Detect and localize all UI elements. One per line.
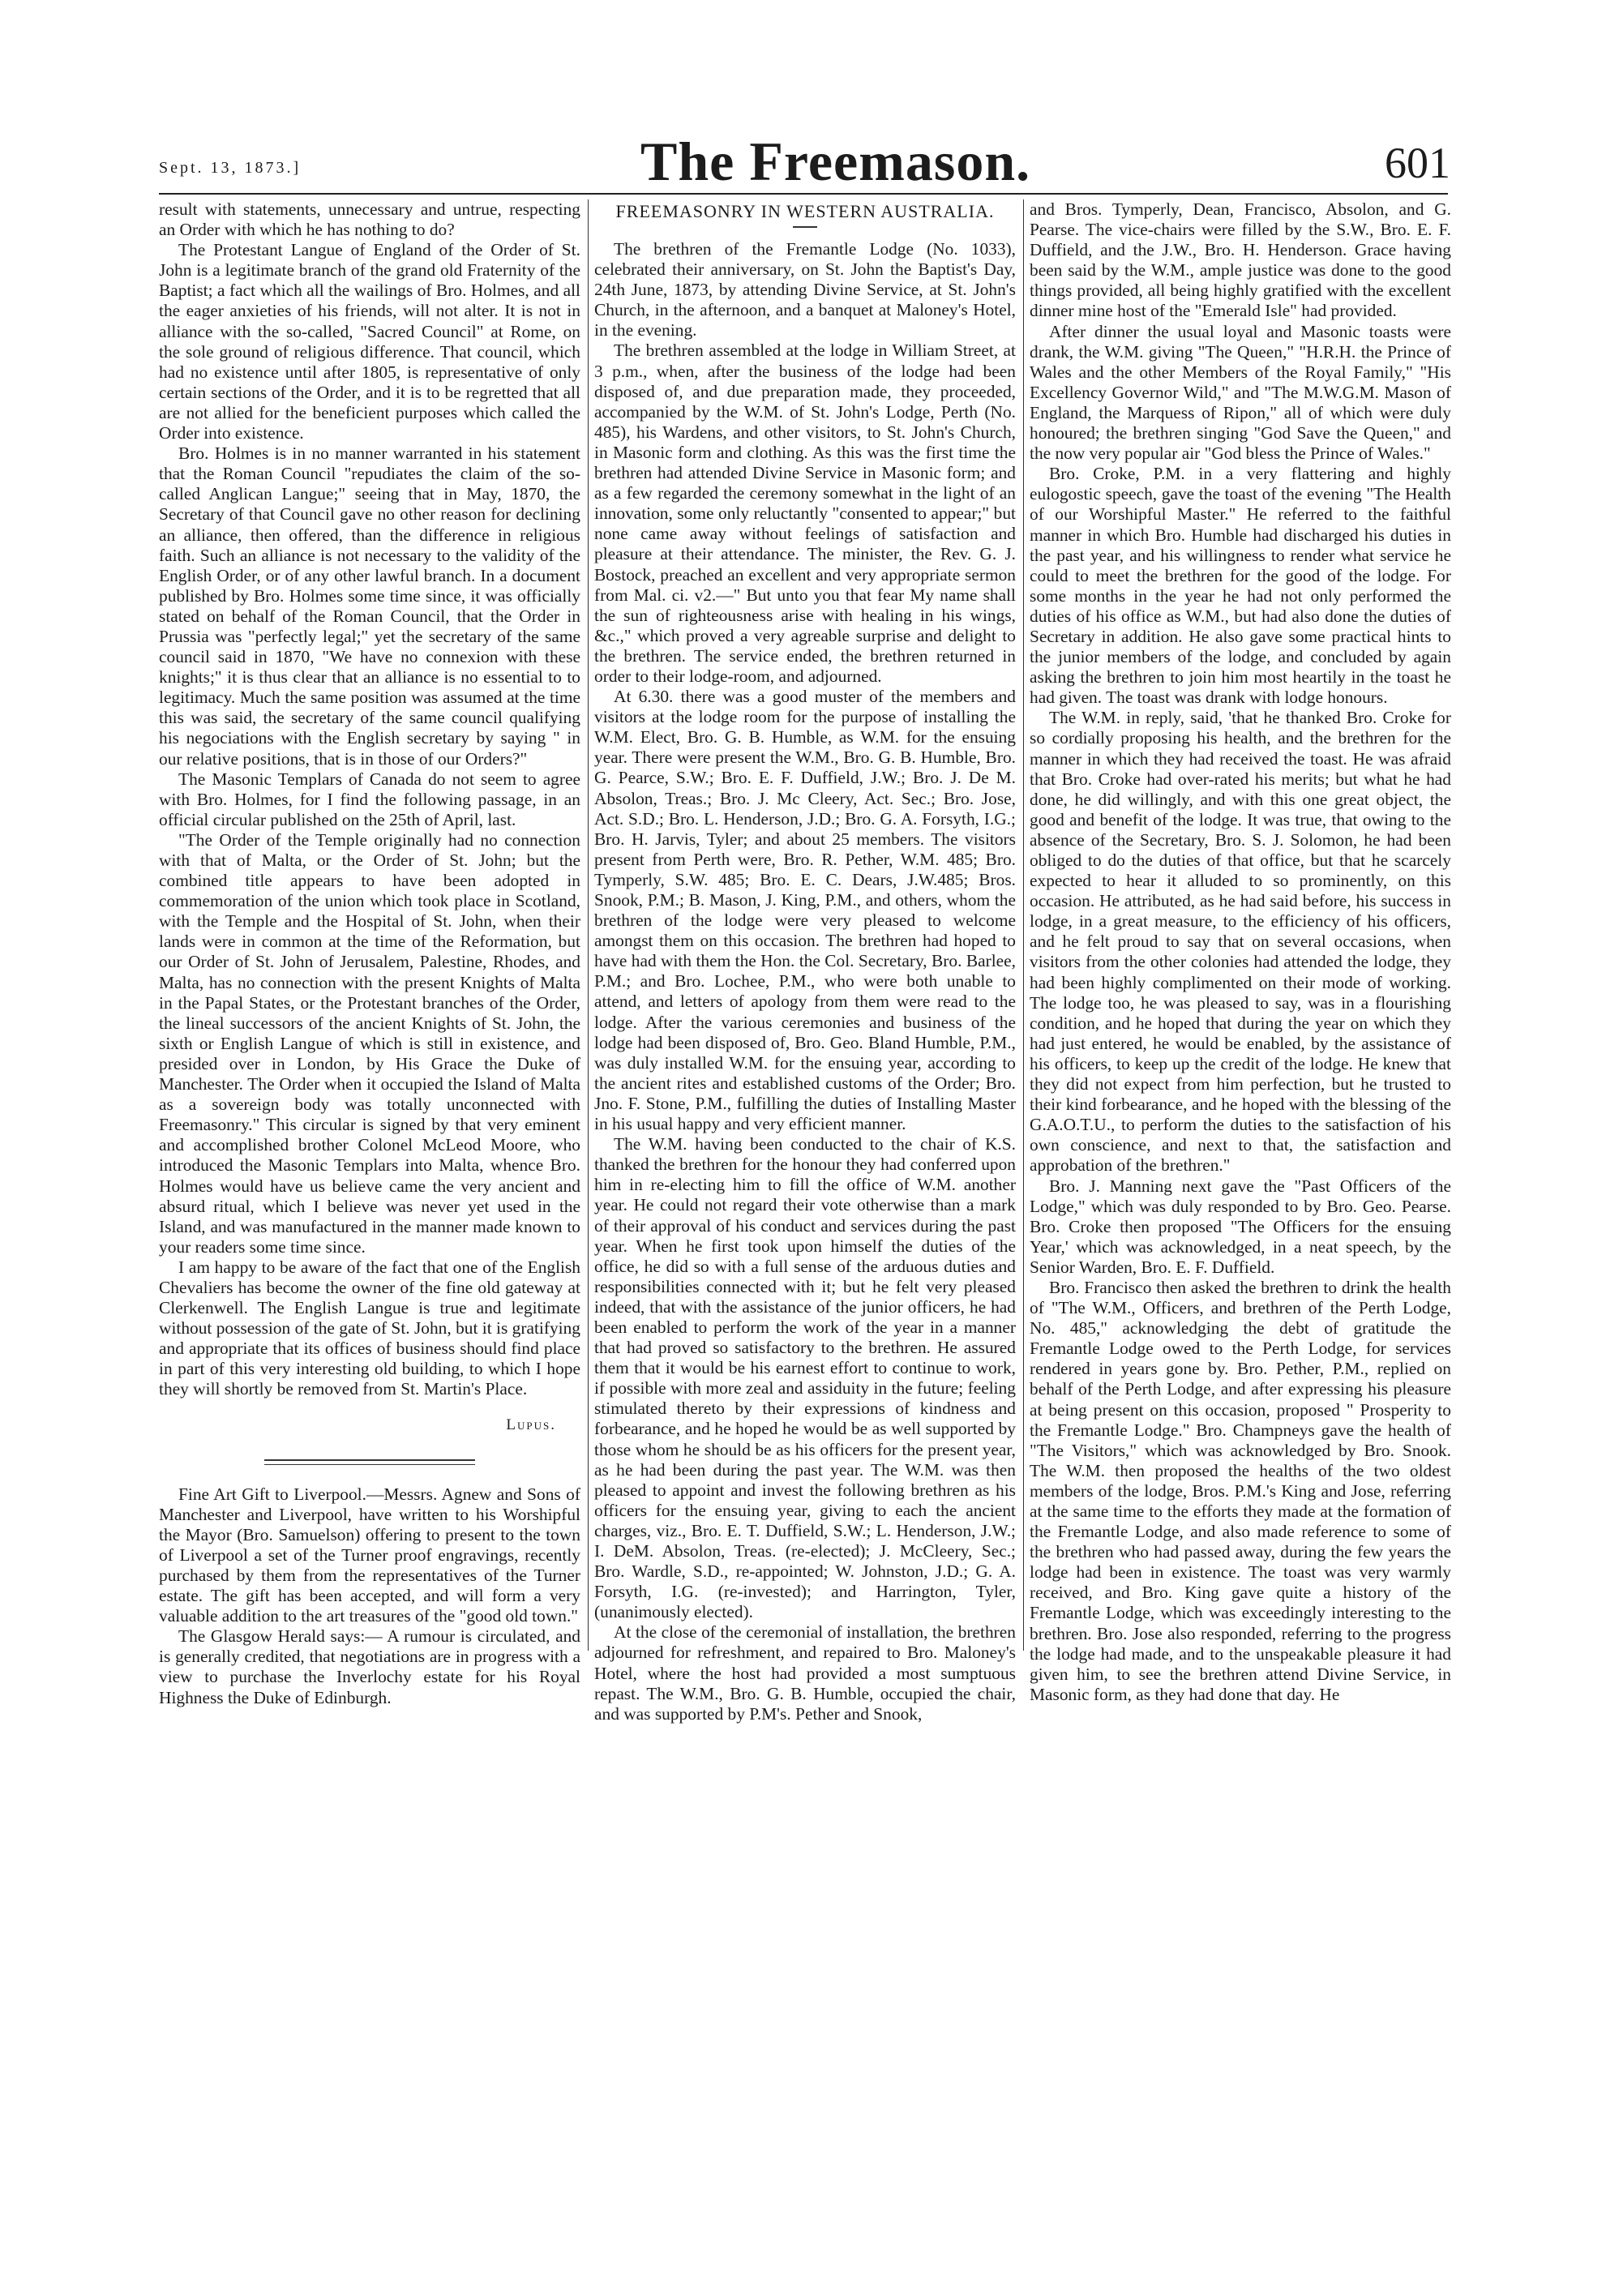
column-2 <box>594 199 1016 1724</box>
paragraph: The Glasgow Herald says:— A rumour is circulated, and is generally credited, that negotiations are in progress with a view to purchase the Inverlochy estate for his Royal Highness the Duke of Edinburgh. <box>159 1626 580 1707</box>
masthead-title: The Freemason. <box>640 131 1031 192</box>
paragraph: "The Order of the Temple originally had no connection with that of Malta, or the Order of St. John; but the combined title appears to have been adopted in commemoration of the union which took place in Scotland, with the Temple and the Hospital of St. John, when their lands were in common at the time of the Reformation, but our Order of St. John of Jerusalem, Palestine, Rhodes, and Malta, has no connection with the present Knights of Malta in the Papal States, or the Protestant branches of the Order, the lineal successors of the ancient Knights of St. John, the sixth or English Langue of which is still in existence, and presided over in London, by His Grace the Duke of Manchester. The Order when it occupied the Island of Malta as a sovereign body was totally unconnected with Freemasonry." This circular is signed by that very eminent and accomplished brother Colonel McLeod Moore, who introduced the Masonic Templars into Malta, whence Bro. Holmes would have us believe came the very ancient and absurd ritual, which I believe was never yet used in the Island, and was manufactured in the manner made known to your readers some time since. <box>159 829 580 1257</box>
column-divider <box>1023 199 1024 1651</box>
paragraph: result with statements, unnecessary and untrue, respecting an Order with which he has nothing to do? <box>159 199 580 240</box>
paragraph: and Bros. Tymperly, Dean, Francisco, Absolon, and G. Pearse. The vice-chairs were filled by the S.W., Bro. E. F. Duffield, and the J.W., Bro. H. Henderson. Grace having been said by the W.M., ample justice was done to the good things provided, all being highly gratified with the excellent dinner mine host of the "Emerald Isle" had provided. <box>1030 199 1451 321</box>
paragraph: Bro. Croke, P.M. in a very flattering and highly eulogostic speech, gave the toast of the evening "The Health of our Worshipful Master." He referred to the faithful manner in which Bro. Humble had discharged his duties in the past year, and his willingness to render what service he could to meet the brethren for the good of the lodge. For some months in the year he had not only performed the duties of his office as W.M., but had also done the duties of Secretary in addition. He also gave some practical hints to the junior members of the lodge, and concluded by again asking the brethren to join him most heartily in the toast he had given. The toast was drank with lodge honours. <box>1030 464 1451 708</box>
paragraph: The Masonic Templars of Canada do not seem to agree with Bro. Holmes, for I find the following passage, in an official circular published on the 25th of April, last. <box>159 769 580 829</box>
paragraph: Bro. Francisco then asked the brethren to drink the health of "The W.M., Officers, and brethren of the Perth Lodge, No. 485," acknowledging the debt of gratitude the Fremantle Lodge owed to the Perth Lodge, for services rendered in years gone by. Bro. Pether, P.M., replied on behalf of the Perth Lodge, and after expressing his pleasure at being present on this occasion, proposed " Prosperity to the Fremantle Lodge." Bro. Champneys gave the health of "The Visitors," which was acknowledged by Bro. Snook. The W.M. then proposed the healths of the two oldest members of the lodge, Bros. P.M.'s King and Jose, referring at the same time to the efforts they made at the formation of the Fremantle Lodge, and also made reference to some of the brethren who had passed away, during the few years the lodge had been in existence. The toast was very warmly received, and Bro. King gave quite a history of the Fremantle Lodge, which was exceedingly interesting to the brethren. Bro. Jose also responded, referring to the progress the lodge had made, and to the unspeakable pleasure it had given him, to see the brethren attend Divine Service, in Masonic form, as they had done that day. He <box>1030 1277 1451 1704</box>
issue-date: Sept. 13, 1873.] <box>159 159 302 177</box>
paragraph: The W.M. in reply, said, 'that he thanked Bro. Croke for so cordially proposing his health, and the brethren for the manner in which they had received the toast. He was afraid that Bro. Croke had over-rated his merits; but what he had done, he did willingly, and with this one great object, the good and benefit of the lodge. It was true, that owing to the absence of the Secretary, Bro. S. J. Solomon, he had been obliged to do the duties of that office, but that he scarcely expected to hear it alluded to so prominently, on this occasion. He attributed, as he had said before, his success in lodge, in a great measure, to the efficiency of his officers, and he felt proud to say that on several occasions, when visitors from the other colonies had attended the lodge, they had been highly complimented on their mode of working. The lodge too, he was pleased to say, was in a flourishing condition, and he hoped that during the year on which they had just entered, he would be enabled, by the assistance of his officers, to keep up the credit of the lodge. He knew that they did not expect from him perfection, but he trusted to their kind forbearance, and he hoped with the blessing of the G.A.O.T.U., to perform the duties to the satisfaction of his own conscience, and next to that, the satisfaction and approbation of the brethren." <box>1030 708 1451 1176</box>
paragraph: After dinner the usual loyal and Masonic toasts were drank, the W.M. giving "The Queen," "H.R.H. the Prince of Wales and the other Members of the Royal Family," "His Excellency Governor Wild," and "The M.W.G.M. Mason of England, the Marquess of Ripon," all of which were duly honoured; the brethren singing "God Save the Queen," and the now very popular air "God bless the Prince of Wales." <box>1030 321 1451 464</box>
paragraph: The brethren of the Fremantle Lodge (No. 1033), celebrated their anniversary, on St. John the Baptist's Day, 24th June, 1873, by attending Divine Service, at St. John's Church, in the afternoon, and a banquet at Maloney's Hotel, in the evening. <box>594 239 1016 341</box>
column-3 <box>1030 199 1451 1705</box>
paragraph: The brethren assembled at the lodge in William Street, at 3 p.m., when, after the business of the lodge had been disposed of, and due preparation made, they proceeded, accompanied by the W.M. of St. John's Lodge, Perth (No. 485), his Wardens, and other visitors, to St. John's Church, in Masonic form and clothing. As this was the first time the brethren had attended Divine Service in Masonic form; and as a few regarded the ceremony somewhat in the light of an innovation, some only reluctantly "consented to appear;" but none came away without feelings of satisfaction and pleasure at their attendance. The minister, the Rev. G. J. Bostock, preached an excellent and very appropriate sermon from Mal. ci. v2.—" But unto you that fear My name shall the sun of righteousness arise with healing in his wings, &c.," which proved a very agreable surprise and delight to the brethren. The service ended, the brethren returned in order to their lodge-room, and adjourned. <box>594 341 1016 686</box>
signature: Lupus. <box>506 1416 556 1433</box>
paragraph: The W.M. having been conducted to the chair of K.S. thanked the brethren for the honour they had conferred upon him in re-electing him to fill the office of W.M. another year. He could not regard their vote otherwise than a mark of their approval of his conduct and services during the past year. When he first took upon himself the duties of the office, he did so with a full sense of the arduous duties and responsibilities connected with it; but he felt very pleased indeed, that with the assistance of the junior officers, he had been enabled to perform the work of the year in a manner that had proved so satisfactory to the brethren. He assured them that it would be his earnest effort to continue to work, if possible with more zeal and assiduity in the future; feeling stimulated thereto by their expressions of kindness and forbearance, and he hoped he would be as well supported by those whom he should be as his officers for the present year, as he had been during the past year. The W.M. was then pleased to appoint and invest the following brethren as his officers for the ensuing year, giving to each the ancient charges, viz., Bro. E. T. Duffield, S.W.; L. Henderson, J.W.; I. DeM. Absolon, Treas. (re-elected); J. McCleery, Sec.; Bro. Wardle, S.D., re-appointed; W. Johnston, J.D.; G. A. Forsyth, I.G. (re-invested); and Harrington, Tyler, (unanimously elected). <box>594 1134 1016 1622</box>
header-rule <box>159 193 1448 195</box>
article-heading: FREEMASONRY IN WESTERN AUSTRALIA. <box>615 201 995 221</box>
paragraph: At 6.30. there was a good muster of the members and visitors at the lodge room for the purpose of installing the W.M. Elect, Bro. G. B. Humble, as W.M. for the ensuing year. There were present the W.M., Bro. G. B. Humble, Bro. G. Pearce, S.W.; Bro. E. F. Duffield, J.W.; Bro. J. De M. Absolon, Treas.; Bro. J. Mc Cleery, Act. Sec.; Bro. Jose, Act. S.D.; Bro. L. Henderson, J.D.; Bro. G. A. Forsyth, I.G.; Bro. H. Jarvis, Tyler; and about 25 members. The visitors present from Perth were, Bro. R. Pether, W.M. 485; Bro. Tymperly, S.W. 485; Bro. E. C. Dears, J.W.485; Bros. Snook, P.M.; B. Mason, J. King, P.M., and others, whom the brethren of the lodge were very pleased to welcome amongst them on this occasion. The brethren had hoped to have had with them the Hon. the Col. Secretary, Bro. Barlee, P.M.; and Bro. Lochee, P.M., who were both unable to attend, and letters of apology from them were read to the lodge. After the various ceremonies and business of the lodge had been disposed of, Bro. Geo. Bland Humble, P.M., was duly installed W.M. for the ensuing year, according to the ancient rites and established customs of the Order; Bro. Jno. F. Stone, P.M., fulfilling the duties of Installing Master in his usual happy and very efficient manner. <box>594 687 1016 1134</box>
column-1 <box>159 199 580 1708</box>
paragraph: Fine Art Gift to Liverpool.—Messrs. Agnew and Sons of Manchester and Liverpool, have written to his Worshipful the Mayor (Bro. Samuelson) offering to present to the town of Liverpool a set of the Turner proof engravings, recently purchased by them from the representatives of the Turner estate. The gift has been accepted, and will form a very valuable addition to the art treasures of the "good old town." <box>159 1484 580 1626</box>
paragraph: Bro. J. Manning next gave the "Past Officers of the Lodge," which was duly responded to by Bro. Geo. Pearse. Bro. Croke then proposed "The Officers for the ensuing Year,' which was acknowledged, in a neat speech, by the Senior Warden, Bro. E. F. Duffield. <box>1030 1176 1451 1277</box>
paragraph: Bro. Holmes is in no manner warranted in his statement that the Roman Council "repudiates the claim of the so-called Anglican Langue;" seeing that in May, 1870, the Secretary of that Council gave no other reason for declining an alliance, then offered, than the difference in religious faith. Such an alliance is not necessary to the validity of the English Order, or of any other lawful branch. In a document published by Bro. Holmes some time since, it was officially stated on behalf of the Roman Council, that the Order in Prussia was "perfectly legal;" yet the secretary of the same council said in 1870, "We have no connexion with these knights;" it is thus clear that an alliance is no essential to to legitimacy. Much the same position was assumed at the time this was said, the secretary of the same council qualifying his negociations with the English secretary by saying " in our relative positions, that is in those of our Orders?" <box>159 443 580 769</box>
section-separator <box>264 1459 475 1465</box>
page-number: 601 <box>1385 139 1450 187</box>
heading-rule <box>793 226 817 228</box>
paragraph: At the close of the ceremonial of installation, the brethren adjourned for refreshment, and repaired to Bro. Maloney's Hotel, where the host had provided a most sumptuous repast. The W.M., Bro. G. B. Humble, occupied the chair, and was supported by P.M's. Pether and Snook, <box>594 1622 1016 1724</box>
column-divider <box>588 199 589 1651</box>
paragraph: I am happy to be aware of the fact that one of the English Chevaliers has become the owner of the fine old gateway at Clerkenwell. The English Langue is true and legitimate without possession of the gate of St. John, but it is gratifying and appropriate that its offices of business should find place in part of this very interesting old building, to which I hope they will shortly be removed from St. Martin's Place. <box>159 1257 580 1399</box>
paragraph: The Protestant Langue of England of the Order of St. John is a legitimate branch of the grand old Fraternity of the Baptist; a fact which all the wailings of Bro. Holmes, and all the eager anxieties of his friends, will not alter. It is not in alliance with the so-called, "Sacred Council" at Rome, on the sole ground of religious difference. That council, which had no existence until after 1805, is representative of only certain sections of the Order, and it is to be regretted that all are not allied for the beneficient purposes which called the Order into existence. <box>159 240 580 443</box>
